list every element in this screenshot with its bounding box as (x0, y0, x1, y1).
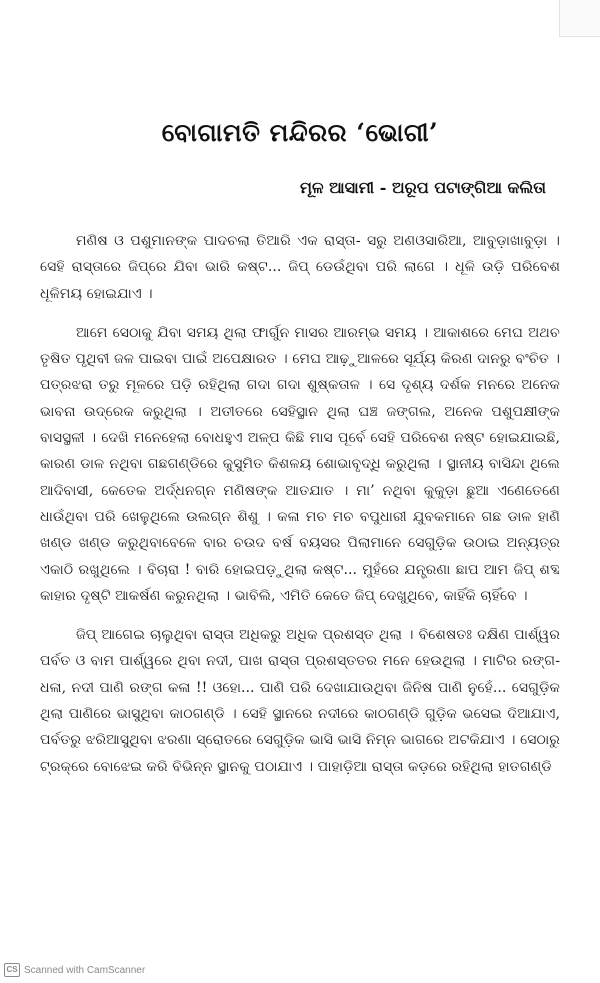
paragraph: ଆମେ ସେଠାକୁ ଯିବା ସମୟ ଥିଲା ଫାର୍ଗୁନ ମାସର ଆରମ୍ଭ ସମୟ । ଆକାଶରେ ମେଘ ଅଥଚ ତୃଷିତ ପୃଥିବୀ ଜଳ ପାଇବା ପାଇଁ ଅପେକ୍ଷାରତ । ମେଘ ଆଢ଼ୁଆଳରେ ସୂର୍ଯ୍ୟ କିରଣ ଦାନରୁ ବଂଚିତ । ପତ୍ରଝରା ତରୁ ମୂଳରେ ପଡ଼ି ରହିଥିଲା ଗଦା ଗଦା ଶୁଷ୍କତାଳ । ସେ ଦୃଶ୍ୟ ଦର୍ଶକ ମନରେ ଅନେକ ଭାବନା ଉଦ୍ରେକ କରୁଥିଲା । ଅତୀତରେ ସେହିସ୍ଥାନ ଥିଲା ଘଞ୍ଚ ଜଙ୍ଗଲ, ଅନେକ ପଶୁପକ୍ଷୀଙ୍କ ବାସସ୍ଥଳୀ । ଦେଖି ମନେହେଲା ବୋଧହୁଏ ଅଳ୍ପ କିଛି ମାସ ପୂର୍ବେ ସେହି ପରିବେଶ ନଷ୍ଟ ହୋଇଯାଇଛି, କାରଣ ଡାଳ ନଥିବା ଗଛଗଣ୍ଡିରେ କୁସୁମିତ କିଶଳୟ ଶୋଭାବୃଦ୍ଧି କରୁଥିଲା । ସ୍ଥାନୀୟ ବାସିନ୍ଦା ଥିଲେ ଆଦିବାସୀ, କେତେକ ଅର୍ଦ୍ଧନଗ୍ନ ମଣିଷଙ୍କ ଆତଯାତ । ମା’ ନଥିବା କୁକୁଡ଼ା ଛୁଆ ଏଣେତେଣେ ଧାଉଁଥିବା ପରି ଖେଳୁଥିଲେ ଉଲଗ୍ନ ଶିଶୁ । କଳା ମଚ ମଚ ବପୁଧାରୀ ଯୁବକମାନେ ଗଛ ଡାଳ ହାଣି ଖଣ୍ଡ ଖଣ୍ଡ କରୁଥିବାବେଳେ ବାର ଚଉଦ ବର୍ଷ ବୟସର ପିଲାମାନେ ସେଗୁଡ଼ିକ ଉଠାଇ ଅନ୍ୟତ୍ର ଏକାଠି ରଖୁଥିଲେ । ବିଚାରା ! ବାରି ହୋଇପଡ଼ୁଥିଲା କଷ୍ଟ... ମୁହଁରେ ଯନ୍ତ୍ରଣା ଛାପ ଆମ ଜିପ୍ ଶବ୍ଦ କାହାର ଦୃଷ୍ଟି ଆକର୍ଷଣ କରୁନଥିଲା । ଭାବିଲି, ଏମିତି କେତେ ଜିପ୍ ଦେଖୁଥିବେ, କାହିଁକି ଚାହିଁବେ । (40, 324, 560, 604)
scanner-watermark (4, 963, 145, 977)
page-corner-mark (559, 0, 600, 37)
paragraph: ଜିପ୍ ଆଗେଇ ଚାଲୁଥିବା ରାସ୍ତା ଅଧିକରୁ ଅଧିକ ପ୍ରଶସ୍ତ ଥିଲା । ବିଶେଷତଃ ଦକ୍ଷିଣ ପାର୍ଶ୍ୱର ପର୍ବତ ଓ ବାମ ପାର୍ଶ୍ୱରେ ଥିବା ନଦୀ, ପାଖ ରାସ୍ତା ପ୍ରଶସ୍ତତର ମନେ ହେଉଥିଲା । ମାଟିର ରଙ୍ଗ- ଧଳା, ନଦୀ ପାଣି ରଙ୍ଗ କଳା !! ଓହୋ... ପାଣି ପରି ଦେଖାଯାଉଥିବା ଜିନିଷ ପାଣି ନୁହେଁ... ସେଗୁଡ଼ିକ ଥିଲା ପାଣିରେ ଭାସୁଥିବା କାଠଗଣ୍ଡି । ସେହି ସ୍ଥାନରେ ନଦୀରେ କାଠଗଣ୍ଡି ଗୁଡ଼ିକ ଭସେଇ ଦିଆଯାଏ, ପର୍ବତରୁ ଝରିଆସୁଥିବା ଝରଣା ସ୍ରୋତରେ ସେଗୁଡ଼ିକ ଭାସି ଭାସି ନିମ୍ନ ଭାଗରେ ଅଟକିଯାଏ । ସେଠାରୁ ଟ୍ରକ୍‌ରେ ବୋଝେଇ କରି ବିଭିନ୍ନ ସ୍ଥାନକୁ ପଠାଯାଏ । ପାହାଡ଼ିଆ ରାସ୍ତା କଡ଼ରେ ରହିଥିଲା ହାତଗଣ୍ଡି (40, 627, 560, 775)
camscanner-logo-icon: CS (4, 963, 20, 977)
paragraph: ମଣିଷ ଓ ପଶୁମାନଙ୍କ ପାଦଚଲା ତିଆରି ଏକ ରାସ୍ତା- ସରୁ ଅଣଓସାରିଆ, ଆବୁଡ଼ାଖାବୁଡ଼ା । ସେହି ରାସ୍ତାରେ ଜିପ୍‌ରେ ଯିବା ଭାରି କଷ୍ଟ... ଜିପ୍ ଡେଉଁଥିବା ପରି ଲାଗେ । ଧୂଳି ଉଡ଼ି ପରିବେଶ ଧୂଳିମୟ ହୋଇଯାଏ । (40, 233, 560, 302)
story-body (40, 228, 560, 793)
scanner-watermark-text: Scanned with CamScanner (24, 964, 146, 976)
story-byline: ମୂଳ ଆସାମୀ - ଅରୂପ ପଟାଙ୍ଗିଆ କଲିତା (300, 178, 546, 197)
story-title: ବୋଗାମତି ମନ୍ଦିରର ‘ଭୋଗୀ’ (161, 118, 439, 147)
